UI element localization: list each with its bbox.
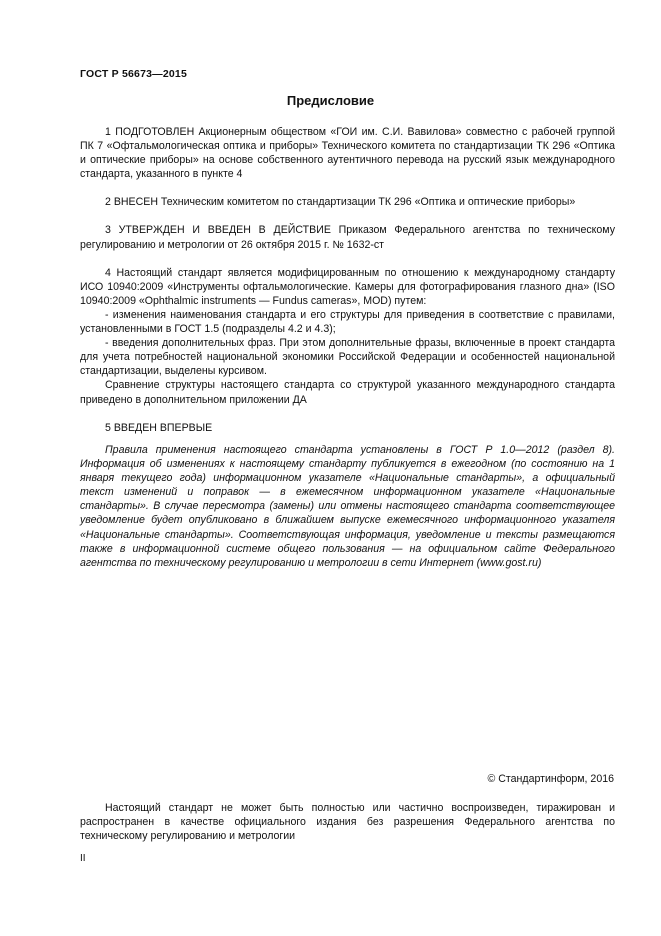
page-number: II: [80, 853, 86, 864]
copyright-line: © Стандартинформ, 2016: [487, 773, 614, 785]
item-2-introduced: 2 ВНЕСЕН Техническим комитетом по стандартизации ТК 296 «Оптика и оптические приборы»: [105, 196, 576, 209]
application-rules-note: Правила применения настоящего стандарта установлены в ГОСТ Р 1.0—2012 (раздел 8). Информация об изменениях к настоящему стандарту публикуется в ежегодном (по состоянию на 1 января текущего года) информационном указателе «Национальные стандарты», а официальный текст изменений и поправок — в ежемесячном информационном указателе «Национальные стандарты». В случае пересмотра (замены) или отмены настоящего стандарта соответствующее уведомление будет опубликовано в ближайшем выпуске ежемесячного информационного указателя «Национальные стандарты». Соответствующая информация, уведомление и тексты размещаются также в информационной системе общего пользования — на официальном сайте Федерального агентства по техническому регулированию и метрологии в сети Интернет (www.gost.ru): [80, 444, 615, 569]
item-4-modification: 4 Настоящий стандарт является модифицированным по отношению к международному стандарту ИСО 10940:2009 «Инструменты офтальмологические. Камеры для фотографирования глазного дна» (ISO 10940:2009 «Ophthalmic instruments — Fundus cameras», MOD) путем:: [80, 266, 615, 307]
item-5-first-introduced: 5 ВВЕДЕН ВПЕРВЫЕ: [105, 421, 213, 434]
item-3-approved: 3 УТВЕРЖДЕН И ВВЕДЕН В ДЕЙСТВИЕ Приказом Федерального агентства по техническому регулированию и метрологии от 26 октября 2015 г. № 1632-ст: [80, 224, 615, 251]
item-4-list-a: - изменения наименования стандарта и его структуры для приведения в соответствие с правилами, установленными в ГОСТ 1.5 (подразделы 4.2 и 4.3);: [80, 308, 615, 336]
foreword-body: [80, 125, 615, 435]
reproduction-notice: Настоящий стандарт не может быть полностью или частично воспроизведен, тиражирован и распространен в качестве официального издания без разрешения Федерального агентства по техническому регулированию и метрологии: [80, 802, 615, 843]
item-4-list-b: - введения дополнительных фраз. При этом дополнительные фразы, включенные в проект стандарта для учета потребностей национальной экономики Российской Федерации и особенностей национальной стандартизации, выделены курсивом.: [80, 337, 615, 378]
document-header: ГОСТ Р 56673—2015: [80, 68, 188, 80]
item-1-prepared: 1 ПОДГОТОВЛЕН Акционерным обществом «ГОИ им. С.И. Вавилова» совместно с рабочей группой ПК 7 «Офтальмологическая оптика и приборы» Технического комитета по стандартизации ТК 296 «Оптика и оптические приборы» на основе собственного аутентичного перевода на русский язык международного стандарта, указанного в пункте 4: [80, 126, 615, 181]
page-title: Предисловие: [286, 93, 375, 108]
item-4-comparison: Сравнение структуры настоящего стандарта со структурой указанного международного стандарта приведено в дополнительном приложении ДА: [80, 379, 615, 406]
